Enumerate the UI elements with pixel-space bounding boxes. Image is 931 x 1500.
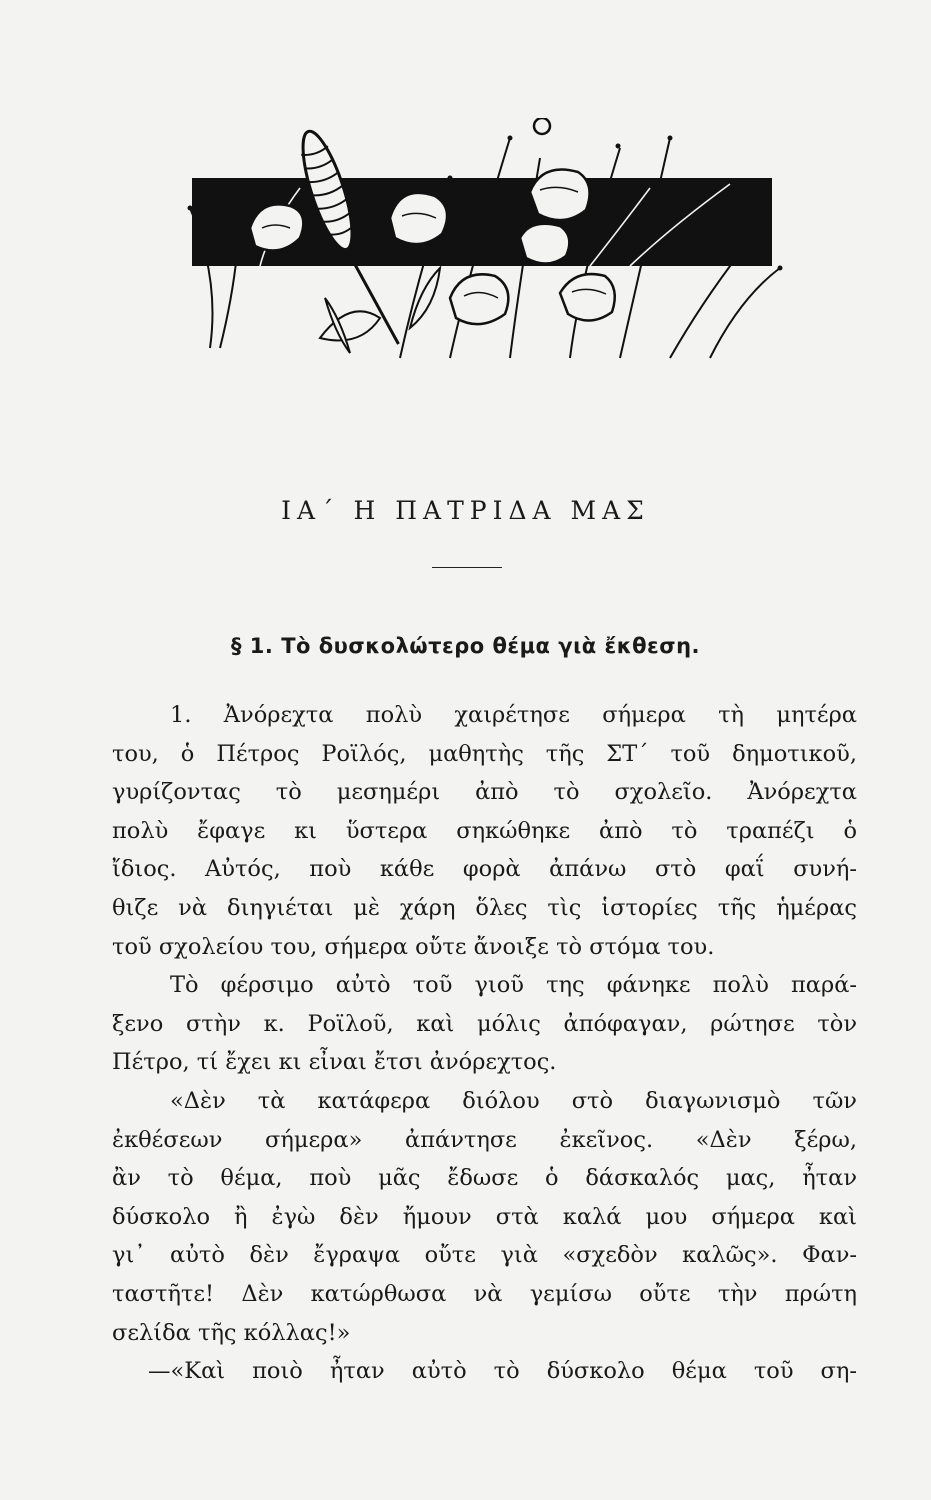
text-line: δύσκολο ἢ ἐγὼ δὲν ἤμουν στὰ καλά μου σήμερα καὶ (112, 1203, 857, 1230)
text-line: τοῦ σχολείου του, σήμερα οὔτε ἄνοιξε τὸ στόμα του. (112, 933, 715, 960)
text-line: ξενο στὴν κ. Ροϊλοῦ, καὶ μόλις ἀπόφαγαν, ρώτησε τὸν (112, 1010, 857, 1037)
text-line: «Δὲν τὰ κατάφερα διόλου στὸ διαγωνισμὸ τῶν (170, 1087, 857, 1114)
body-text (112, 696, 857, 1391)
text-line: σελίδα τῆς κόλλας!» (112, 1319, 351, 1346)
text-line: γυρίζοντας τὸ μεσημέρι ἀπὸ τὸ σχολεῖο. Ἀνόρεχτα (112, 779, 857, 806)
text-line: Τὸ φέρσιμο αὐτὸ τοῦ γιοῦ της φάνηκε πολὺ παρά- (170, 972, 857, 999)
text-line: ἐκθέσεων σήμερα» ἀπάντησε ἐκεῖνος. «Δὲν ξέρω, (112, 1126, 857, 1153)
text-line: θιζε νὰ διηγιέται μὲ χάρη ὅλες τὶς ἱστορίες τῆς ἡμέρας (112, 894, 857, 921)
text-line: 1. Ἀνόρεχτα πολὺ χαιρέτησε σήμερα τὴ μητέρα (170, 702, 857, 728)
section-heading: § 1. Τὸ δυσκολώτερο θέμα γιὰ ἔκθεση. (230, 634, 701, 658)
title-divider (432, 567, 502, 568)
text-line: ταστῆτε! Δὲν κατώρθωσα νὰ γεμίσω οὔτε τὴν πρώτη (112, 1280, 857, 1307)
text-line: Πέτρο, τί ἔχει κι εἶναι ἔτσι ἀνόρεχτος. (112, 1049, 557, 1076)
floral-header-ornament (150, 118, 790, 368)
text-line: του, ὁ Πέτρος Ροϊλός, μαθητὴς τῆς ΣΤ΄ τοῦ δημοτικοῦ, (112, 740, 857, 767)
chapter-title: ΙΑ΄ Η ΠΑΤΡΙΔΑ ΜΑΣ (281, 496, 650, 525)
text-line: ἴδιος. Αὐτός, ποὺ κάθε φορὰ ἀπάνω στὸ φαΐ συνή- (112, 856, 857, 883)
text-line: πολὺ ἔφαγε κι ὕστερα σηκώθηκε ἀπὸ τὸ τραπέζι ὁ (112, 817, 857, 844)
text-line: γι᾿ αὐτὸ δὲν ἔγραψα οὔτε γιὰ «σχεδὸν καλῶς». Φαν- (112, 1242, 857, 1269)
text-line: —«Καὶ ποιὸ ἦταν αὐτὸ τὸ δύσκολο θέμα τοῦ ση- (148, 1358, 857, 1385)
text-line: ἂν τὸ θέμα, ποὺ μᾶς ἔδωσε ὁ δάσκαλός μας, ἦταν (112, 1165, 857, 1192)
